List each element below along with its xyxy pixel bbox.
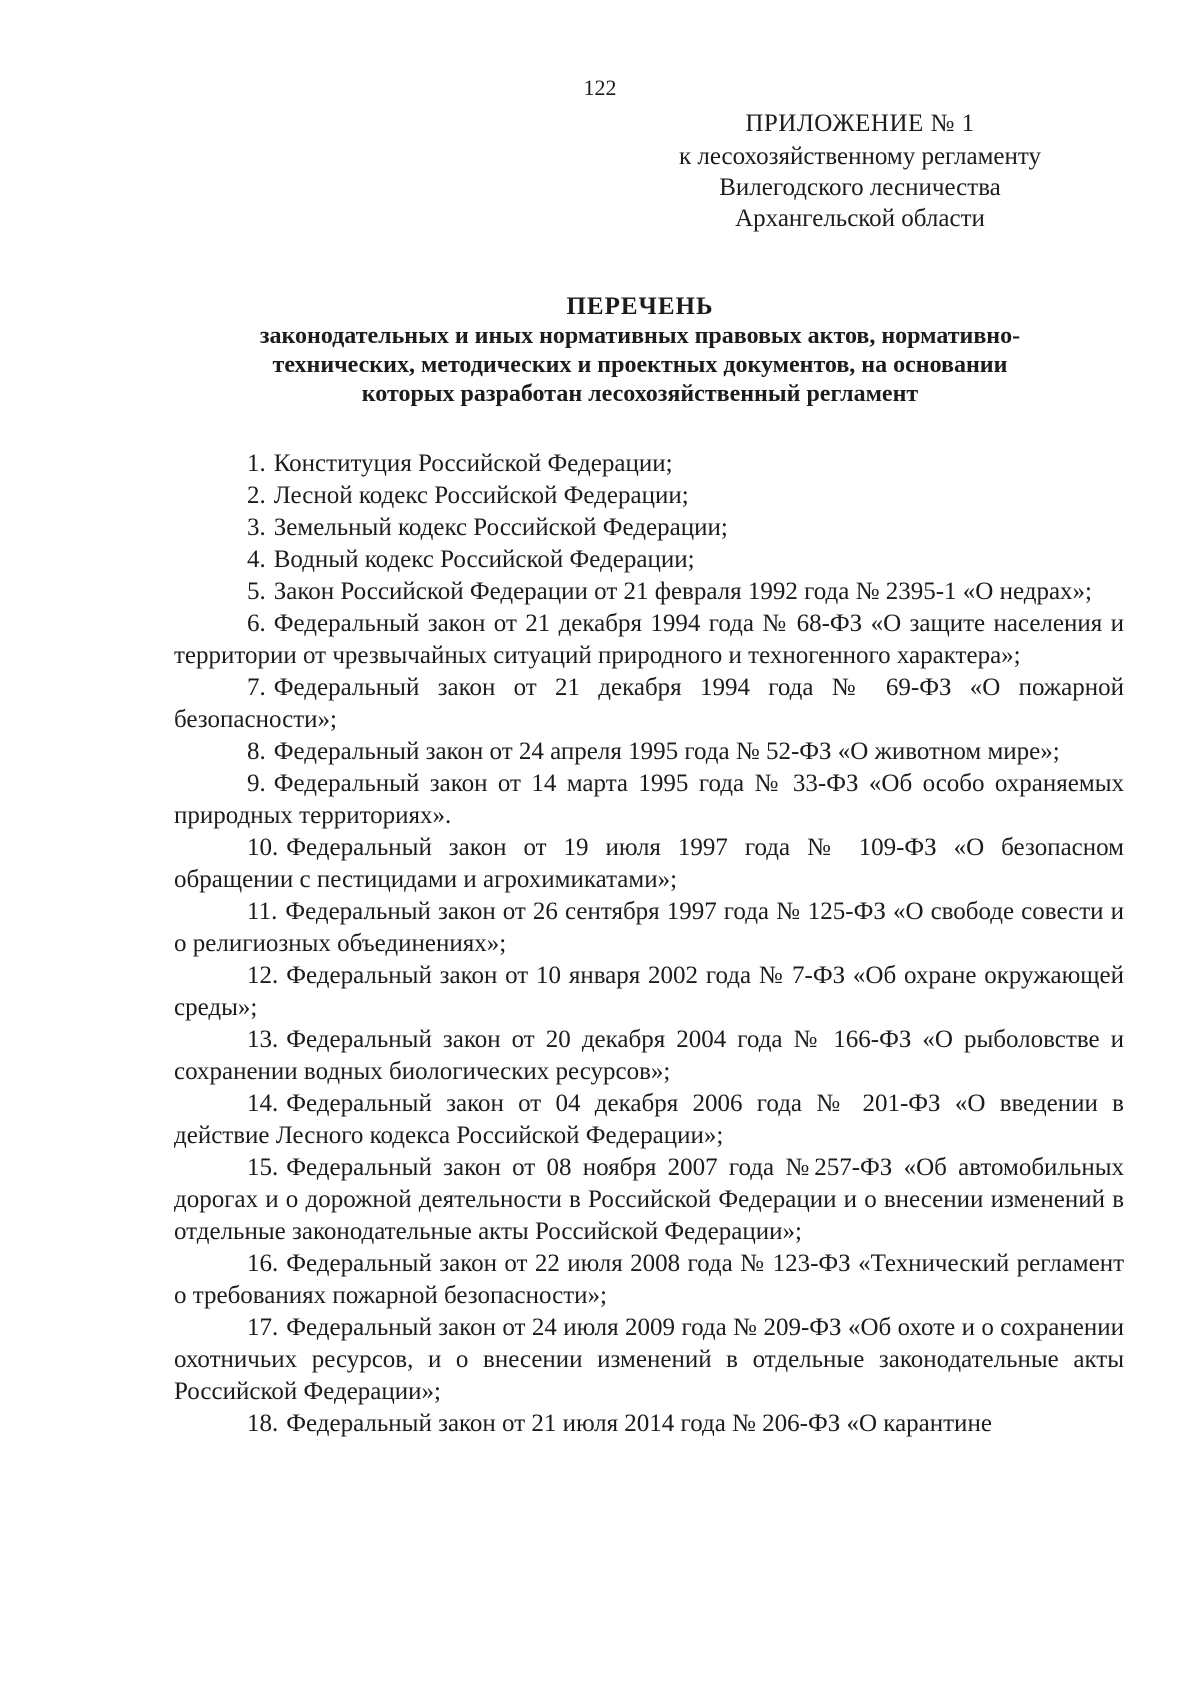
list-item (174, 1088, 1124, 1152)
list-item-text: Водный кодекс Российской Федерации; (273, 546, 695, 573)
list-item (174, 1152, 1124, 1248)
list-item (174, 1408, 1124, 1440)
list-item-number: 15. (247, 1154, 279, 1181)
list-item-text: Федеральный закон от 04 декабря 2006 года № 201-ФЗ «О введении в действие Лесного кодекса Российской Федерации»; (174, 1090, 1124, 1149)
list-item-text: Федеральный закон от 14 марта 1995 года № 33-ФЗ «Об особо охраняемых природных территориях». (174, 770, 1124, 829)
list-item-text: Федеральный закон от 22 июля 2008 года № 123-ФЗ «Технический регламент о требованиях пожарной безопасности»; (174, 1250, 1124, 1309)
heading-title: ПЕРЕЧЕНЬ (566, 293, 714, 320)
list-item (174, 544, 1124, 576)
list-item-number: 4. (247, 546, 266, 573)
appendix-line: Вилегодского лесничества (719, 174, 1001, 201)
list-item (174, 1248, 1124, 1312)
list-item-number: 1. (247, 450, 266, 477)
heading-line: технических, методических и проектных документов, на основании (272, 352, 1008, 378)
list-item-number: 18. (247, 1410, 279, 1437)
list-item-number: 12. (247, 962, 279, 989)
list-item-text: Лесной кодекс Российской Федерации; (273, 482, 689, 509)
document-heading (150, 292, 1130, 409)
list-item-number: 13. (247, 1026, 279, 1053)
list-item-number: 3. (247, 514, 266, 541)
heading-line: которых разработан лесохозяйственный регламент (361, 381, 919, 407)
appendix-line: к лесохозяйственному регламенту (678, 143, 1042, 170)
list-item (174, 448, 1124, 480)
list-item-number: 7. (247, 674, 266, 701)
list-item (174, 1024, 1124, 1088)
list-item-number: 9. (247, 770, 266, 797)
legal-acts-list (174, 448, 1124, 1440)
list-item-number: 8. (247, 738, 266, 765)
appendix-line: Архангельской области (735, 205, 985, 232)
list-item-text: Земельный кодекс Российской Федерации; (273, 514, 728, 541)
list-item (174, 736, 1124, 768)
list-item-number: 10. (247, 834, 279, 861)
list-item-number: 17. (247, 1314, 279, 1341)
appendix-block (660, 108, 1060, 234)
list-item-number: 2. (247, 482, 266, 509)
list-item-number: 14. (247, 1090, 279, 1117)
list-item-text: Федеральный закон от 21 декабря 1994 года № 69-ФЗ «О пожарной безопасности»; (174, 674, 1124, 733)
list-item (174, 768, 1124, 832)
list-item-text: Конституция Российской Федерации; (273, 450, 673, 477)
list-item (174, 480, 1124, 512)
list-item-text: Федеральный закон от 24 апреля 1995 года № 52-ФЗ «О животном мире»; (273, 738, 1060, 765)
list-item (174, 896, 1124, 960)
list-item-number: 16. (247, 1250, 279, 1277)
heading-line: законодательных и иных нормативных правовых актов, нормативно- (259, 323, 1021, 349)
list-item-text: Федеральный закон от 24 июля 2009 года № 209-ФЗ «Об охоте и о сохранении охотничьих ресурсов, и о внесении изменений в отдельные законодательные акты Российской Федерации»; (174, 1314, 1124, 1405)
list-item-number: 11. (247, 898, 278, 925)
list-item (174, 608, 1124, 672)
appendix-title: ПРИЛОЖЕНИЕ № 1 (745, 110, 975, 137)
page-number: 122 (583, 75, 617, 100)
list-item (174, 512, 1124, 544)
list-item-text: Федеральный закон от 10 января 2002 года № 7-ФЗ «Об охране окружающей среды»; (174, 962, 1124, 1021)
list-item (174, 1312, 1124, 1408)
list-item-text: Федеральный закон от 19 июля 1997 года № 109-ФЗ «О безопасном обращении с пестицидами и агрохимикатами»; (174, 834, 1124, 893)
list-item-number: 6. (247, 610, 266, 637)
list-item-text: Федеральный закон от 26 сентября 1997 года № 125-ФЗ «О свободе совести и о религиозных объединениях»; (174, 898, 1124, 957)
list-item-text: Федеральный закон от 21 июля 2014 года № 206-ФЗ «О карантине (286, 1410, 992, 1437)
list-item-text: Федеральный закон от 20 декабря 2004 года № 166-ФЗ «О рыболовстве и сохранении водных биологических ресурсов»; (174, 1026, 1124, 1085)
list-item-text: Федеральный закон от 21 декабря 1994 года № 68-ФЗ «О защите населения и территории от чрезвычайных ситуаций природного и техногенного характера»; (174, 610, 1124, 669)
list-item-number: 5. (247, 578, 266, 605)
list-item-text: Закон Российской Федерации от 21 февраля 1992 года № 2395-1 «О недрах»; (273, 578, 1092, 605)
list-item (174, 960, 1124, 1024)
list-item (174, 832, 1124, 896)
list-item (174, 672, 1124, 736)
list-item-text: Федеральный закон от 08 ноября 2007 года №257-ФЗ «Об автомобильных дорогах и о дорожной деятельности в Российской Федерации и о внесении изменений в отдельные законодательные акты Российской Федерации»; (174, 1154, 1124, 1245)
list-item (174, 576, 1124, 608)
